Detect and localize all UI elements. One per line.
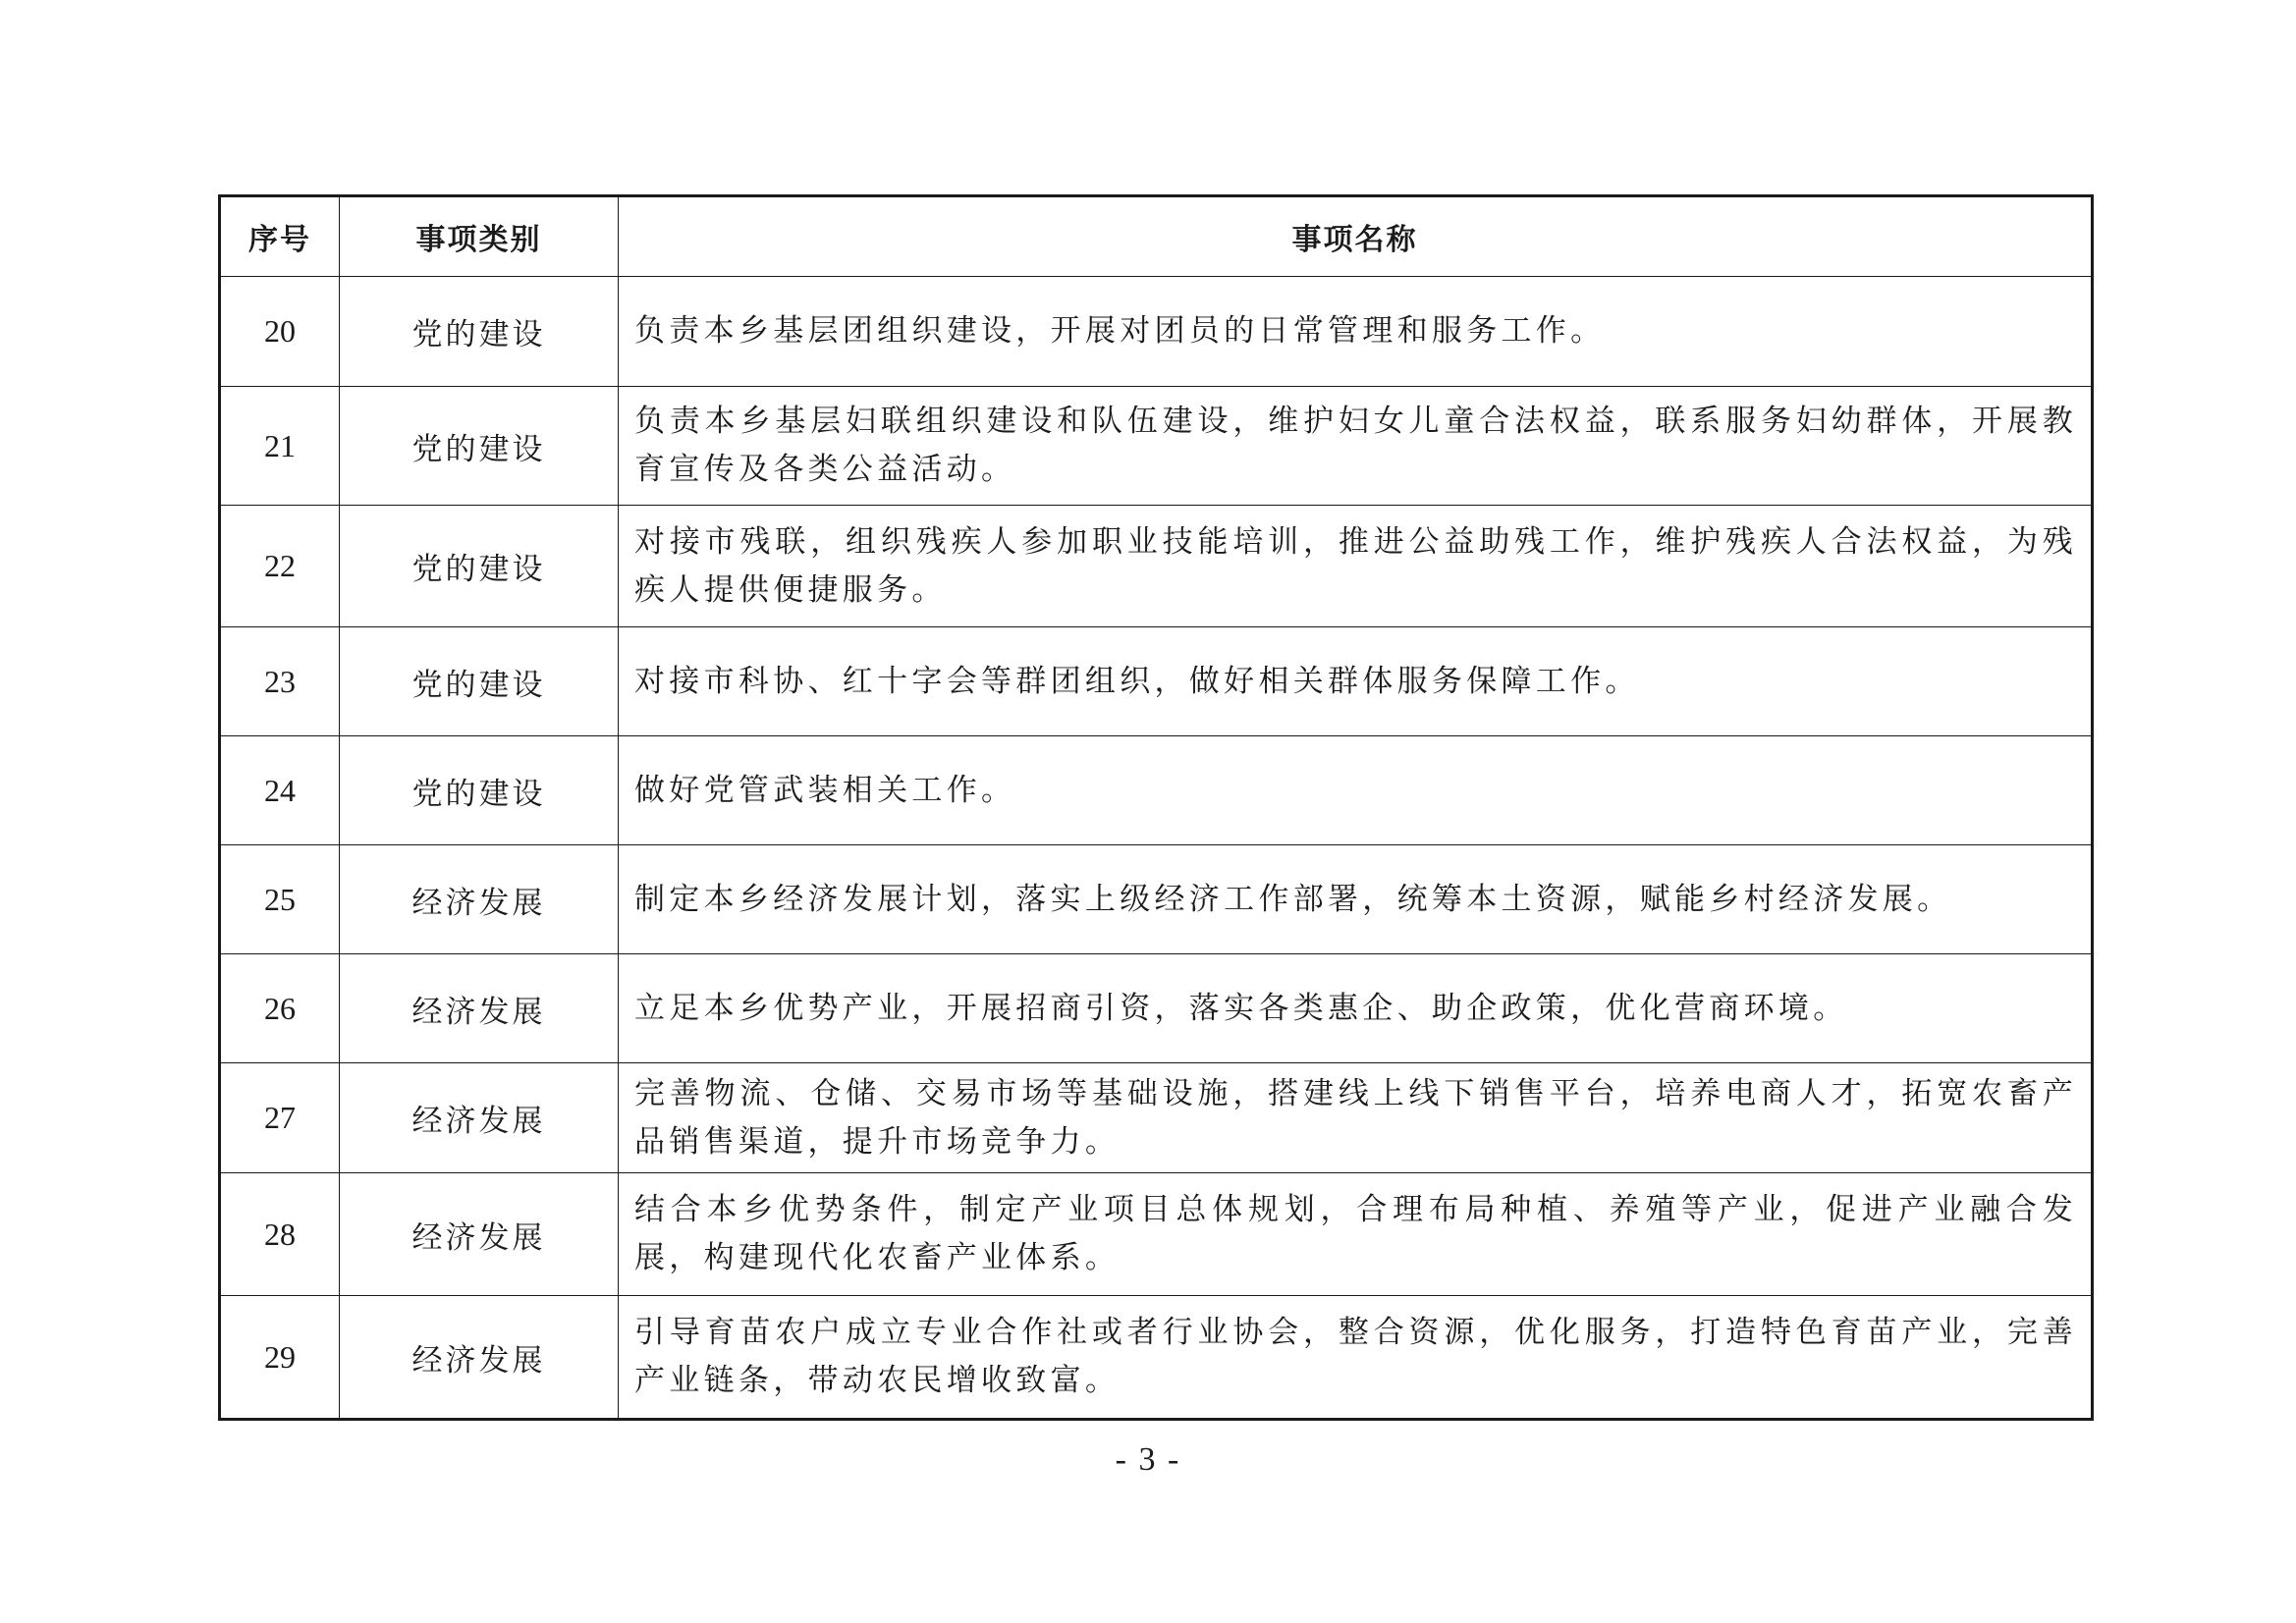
matters-table-container: [218, 194, 2091, 1421]
table-header-row: [220, 196, 2093, 277]
row-category: 经济发展: [340, 1063, 619, 1173]
row-item-description: 制定本乡经济发展计划，落实上级经济工作部署，统筹本土资源，赋能乡村经济发展。: [619, 845, 2093, 954]
row-item-description: 结合本乡优势条件，制定产业项目总体规划，合理布局种植、养殖等产业，促进产业融合发展，构建现代化农畜产业体系。: [619, 1173, 2093, 1296]
row-serial-number: 21: [220, 387, 340, 506]
table-row: [220, 1173, 2093, 1296]
header-item-name: 事项名称: [619, 196, 2093, 277]
row-category: 经济发展: [340, 954, 619, 1063]
table-row: [220, 845, 2093, 954]
row-serial-number: 28: [220, 1173, 340, 1296]
row-serial-number: 27: [220, 1063, 340, 1173]
row-category: 党的建设: [340, 736, 619, 845]
row-category: 党的建设: [340, 387, 619, 506]
row-category: 经济发展: [340, 1173, 619, 1296]
row-item-description: 对接市科协、红十字会等群团组织，做好相关群体服务保障工作。: [619, 627, 2093, 736]
matters-table: [218, 194, 2094, 1421]
table-row: [220, 387, 2093, 506]
row-serial-number: 26: [220, 954, 340, 1063]
row-serial-number: 22: [220, 506, 340, 627]
table-row: [220, 736, 2093, 845]
table-row: [220, 1296, 2093, 1420]
row-serial-number: 23: [220, 627, 340, 736]
row-item-description: 负责本乡基层团组织建设，开展对团员的日常管理和服务工作。: [619, 277, 2093, 387]
row-category: 经济发展: [340, 845, 619, 954]
row-item-description: 完善物流、仓储、交易市场等基础设施，搭建线上线下销售平台，培养电商人才，拓宽农畜产品销售渠道，提升市场竞争力。: [619, 1063, 2093, 1173]
header-serial-number: 序号: [220, 196, 340, 277]
row-serial-number: 20: [220, 277, 340, 387]
row-serial-number: 24: [220, 736, 340, 845]
row-category: 党的建设: [340, 506, 619, 627]
table-row: [220, 627, 2093, 736]
row-item-description: 做好党管武装相关工作。: [619, 736, 2093, 845]
row-category: 经济发展: [340, 1296, 619, 1420]
row-serial-number: 29: [220, 1296, 340, 1420]
row-category: 党的建设: [340, 627, 619, 736]
table-row: [220, 506, 2093, 627]
row-serial-number: 25: [220, 845, 340, 954]
row-item-description: 引导育苗农户成立专业合作社或者行业协会，整合资源，优化服务，打造特色育苗产业，完善产业链条，带动农民增收致富。: [619, 1296, 2093, 1420]
row-item-description: 负责本乡基层妇联组织建设和队伍建设，维护妇女儿童合法权益，联系服务妇幼群体，开展教育宣传及各类公益活动。: [619, 387, 2093, 506]
table-row: [220, 277, 2093, 387]
row-category: 党的建设: [340, 277, 619, 387]
table-row: [220, 954, 2093, 1063]
page-number: - 3 -: [1115, 1441, 1181, 1478]
row-item-description: 对接市残联，组织残疾人参加职业技能培训，推进公益助残工作，维护残疾人合法权益，为残疾人提供便捷服务。: [619, 506, 2093, 627]
row-item-description: 立足本乡优势产业，开展招商引资，落实各类惠企、助企政策，优化营商环境。: [619, 954, 2093, 1063]
table-row: [220, 1063, 2093, 1173]
header-item-category: 事项类别: [340, 196, 619, 277]
